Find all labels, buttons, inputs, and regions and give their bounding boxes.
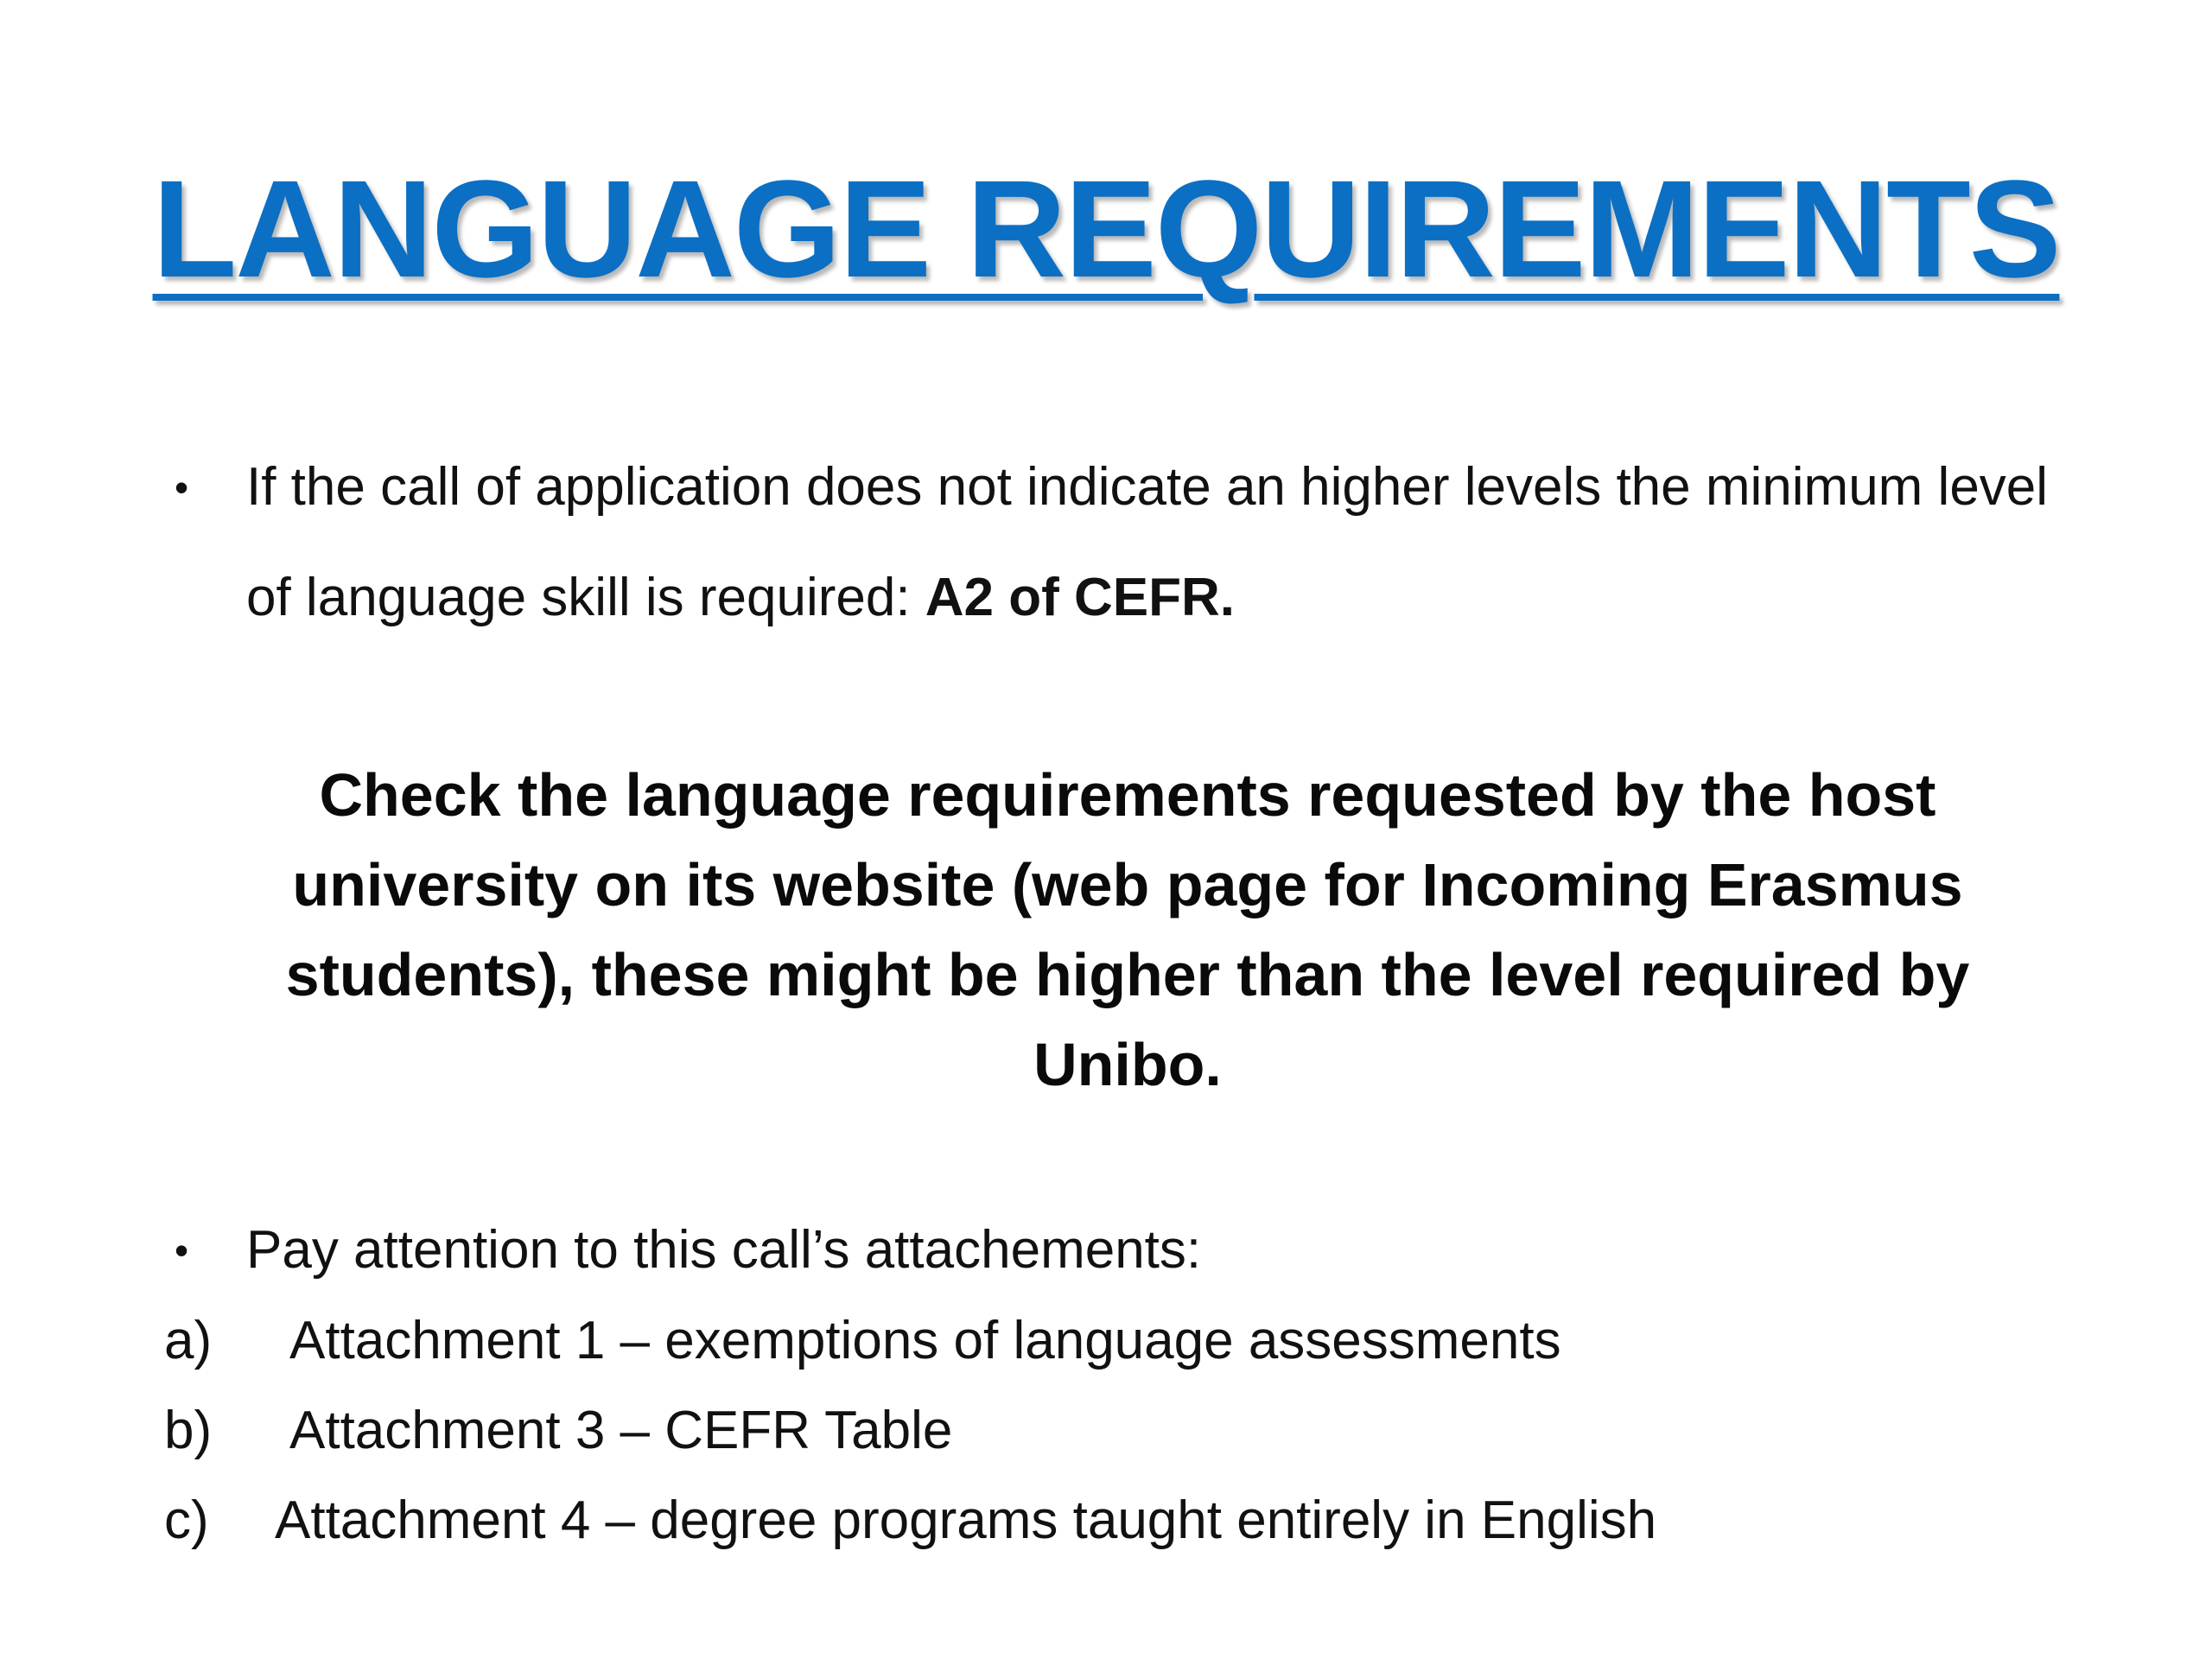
list-marker: c)	[164, 1491, 209, 1550]
list-item	[164, 1476, 2065, 1566]
list-item-text: Attachment 4 – degree programs taught entirely in English	[275, 1491, 1657, 1550]
slide-title: LANGUAGE REQUIREMENTS	[152, 151, 2060, 306]
bullet-text-emphasis: A2 of CEFR.	[925, 568, 1236, 627]
bullet-icon: •	[174, 1228, 189, 1273]
list-marker: b)	[164, 1401, 213, 1460]
attachments-list	[164, 1296, 2065, 1566]
callout-check-host-requirements: Check the language requirements requested by the host university on its website (web page for Incoming Erasmus students), these might be higher than the level required by Unibo.	[285, 761, 1970, 1098]
bullet-text-body: If the call of application does not indicate an higher levels the minimum level of language skill is required:	[246, 457, 2049, 627]
list-item-text: Attachment 1 – exemptions of language assessments	[289, 1311, 1561, 1370]
bullet-text: Pay attention to this call’s attachements:	[246, 1220, 1202, 1280]
list-item	[164, 1296, 2065, 1386]
bullet-icon: •	[174, 465, 189, 510]
list-marker: a)	[164, 1311, 213, 1370]
list-item-text: Attachment 3 – CEFR Table	[289, 1401, 953, 1460]
bullet-text	[246, 432, 2061, 653]
list-item	[164, 1386, 2065, 1476]
